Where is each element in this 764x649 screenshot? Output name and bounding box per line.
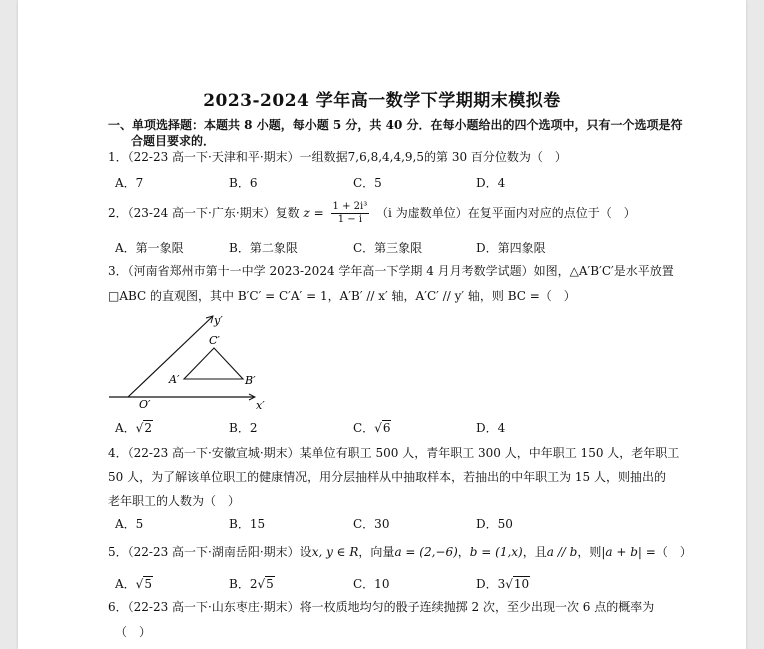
q4-option-b: B．15 [229, 517, 266, 531]
page-title: 2023-2024 学年高一数学下学期期末模拟卷 [203, 91, 561, 111]
q3-option-d: D．4 [476, 421, 506, 435]
q5-vars: x, y ∈ R [311, 545, 359, 559]
question-6-line2: （ ） [115, 625, 152, 639]
q2-option-a: A．第一象限 [115, 241, 184, 255]
q4-option-c: C．30 [353, 517, 390, 531]
q2-z: z = [303, 206, 324, 220]
q3-option-b: B．2 [229, 421, 258, 435]
triangle-abc [184, 348, 243, 379]
q5-option-d-radicand: 10 [513, 577, 530, 591]
q5-parallel: a // b [546, 545, 578, 559]
q3-option-c-radicand: 6 [382, 421, 391, 435]
q1-option-a: A．7 [115, 176, 144, 190]
question-4-line2: 50 人，为了解该单位职工的健康情况，用分层抽样从中抽取样本，若抽出的中年职工为 15 人，则抽出的 [108, 470, 666, 484]
q3-option-a-radicand: 2 [144, 421, 152, 435]
point-c-label: C′ [209, 334, 220, 347]
q2-suffix: （i 为虚数单位）在复平面内对应的点位于（ ） [376, 206, 636, 220]
q5-option-b-radicand: 5 [266, 577, 274, 591]
q2-prefix: 2．（23-24 高一下·广东·期末）复数 [108, 206, 300, 220]
q2-option-b: B．第二象限 [229, 241, 298, 255]
point-a-label: A′ [169, 373, 180, 386]
q2-option-c: C．第三象限 [353, 241, 423, 255]
x-axis-label: x′ [256, 399, 265, 412]
q5-option-d: D．3√10 [476, 577, 530, 591]
origin-label: O′ [139, 398, 151, 411]
q5-vec-a: a = (2,−6) [394, 545, 458, 559]
q5-vec-b: b = (1,x) [469, 545, 523, 559]
q3-figure [106, 312, 266, 416]
q2-option-d: D．第四象限 [476, 241, 546, 255]
q2-denominator: 1 − i [337, 214, 363, 225]
q4-option-d: D．50 [476, 517, 513, 531]
question-2 [108, 198, 636, 228]
question-4-line1: 4．（22-23 高一下·安徽宣城·期末）某单位有职工 500 人，青年职工 300 人，中年职工 150 人，老年职工 [108, 446, 680, 460]
q5-option-a-radicand: 5 [144, 577, 152, 591]
question-5: 5．（22-23 高一下·湖南岳阳·期末）设x, y ∈ R，向量a = (2,−6)，b = (1,x)，且a // b，则|a + b| =（ ） [108, 545, 692, 559]
question-4-line3: 老年职工的人数为（ ） [108, 494, 241, 508]
question-3-line1: 3．（河南省郑州市第十一中学 2023-2024 学年高一下学期 4 月月考数学试题）如图，△A′B′C′是水平放置 [108, 264, 674, 278]
q1-option-b: B．6 [229, 176, 258, 190]
section-heading-cont: 合题目要求的． [131, 134, 216, 148]
q5-option-c: C．10 [353, 577, 390, 591]
section-heading: 一、单项选择题：本题共 8 小题，每小题 5 分，共 40 分．在每小题给出的四个选项中，只有一个选项是符 [108, 118, 683, 132]
q5-option-a: A．√5 [115, 577, 152, 591]
q3-option-c: C．√6 [353, 421, 391, 435]
y-axis-label: y′ [214, 314, 223, 327]
question-6-line1: 6．（22-23 高一下·山东枣庄·期末）将一枚质地均匀的骰子连续抛掷 2 次，至少出现一次 6 点的概率为 [108, 600, 655, 614]
q5-expr: |a + b| = [601, 545, 656, 559]
q5-option-b: B．2√5 [229, 577, 274, 591]
q4-option-a: A．5 [115, 517, 144, 531]
q2-numerator: 1 + 2i³ [332, 201, 368, 212]
q1-option-d: D．4 [476, 176, 506, 190]
q1-option-c: C．5 [353, 176, 382, 190]
q3-option-a: A．√2 [115, 421, 152, 435]
question-1: 1．（22-23 高一下·天津和平·期末）一组数据7,6,8,4,4,9,5的第 30 百分位数为（ ） [108, 150, 567, 164]
point-b-label: B′ [245, 374, 256, 387]
document-page [18, 0, 746, 649]
question-3-line2: □ABC 的直观图，其中 B′C′ = C′A′ = 1，A′B′ // x′ 轴，A′C′ // y′ 轴，则 BC =（ ） [108, 289, 576, 303]
q2-fraction [331, 201, 370, 226]
